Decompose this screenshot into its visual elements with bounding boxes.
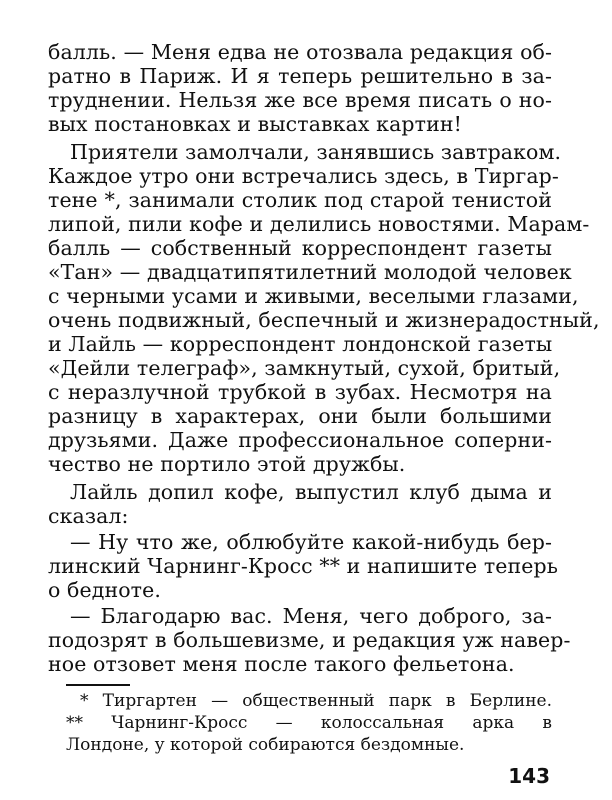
text-line: вых постановках и выставках картин! <box>48 112 462 136</box>
text-line: — Ну что же, облюбуйте какой-нибудь бер- <box>70 530 552 554</box>
text-line: подозрят в большевизме, и редакция уж навер- <box>48 628 571 652</box>
text-line: с неразлучной трубкой в зубах. Несмотря на <box>48 380 552 404</box>
footnote-divider <box>66 684 130 686</box>
text-line: линский Чарнинг-Кросс ** и напишите теперь <box>48 554 559 578</box>
text-line: ратно в Париж. И я теперь решительно в за- <box>48 64 552 88</box>
text-line: Каждое утро они встречались здесь, в Тиргар- <box>48 164 559 188</box>
text-line: труднении. Нельзя же все время писать о но- <box>48 88 552 112</box>
text-line: друзьями. Даже профессиональное соперни- <box>48 428 552 452</box>
text-line: балль. — Меня едва не отозвала редакция об- <box>48 40 552 64</box>
footnote: Лондоне, у которой собираются бездомные. <box>66 735 465 755</box>
page-number: 143 <box>508 764 550 788</box>
text-line: липой, пили кофе и делились новостями. Марам- <box>48 212 590 236</box>
text-line: и Лайль — корреспондент лондонской газеты <box>48 332 553 356</box>
text-line: — Благодарю вас. Меня, чего доброго, за- <box>70 604 552 628</box>
text-line: «Дейли телеграф», замкнутый, сухой, бритый, <box>48 356 561 380</box>
text-line: тене *, занимали столик под старой тенистой <box>48 188 552 212</box>
text-line: разницу в характерах, они были большими <box>48 404 552 428</box>
text-line: Лайль допил кофе, выпустил клуб дыма и <box>70 480 552 504</box>
footnote: ** Чарнинг-Кросс — колоссальная арка в <box>66 713 552 733</box>
text-line: балль — собственный корреспондент газеты <box>48 236 552 260</box>
text-line: с черными усами и живыми, веселыми глазами, <box>48 284 579 308</box>
text-line: очень подвижный, беспечный и жизнерадостный, <box>48 308 600 332</box>
text-line: о бедноте. <box>48 578 161 602</box>
text-line: ное отзовет меня после такого фельетона. <box>48 652 515 676</box>
text-line: сказал: <box>48 504 129 528</box>
text-line: Приятели замолчали, занявшись завтраком. <box>70 140 562 164</box>
text-line: «Тан» — двадцатипятилетний молодой человек <box>48 260 572 284</box>
text-line: чество не портило этой дружбы. <box>48 452 406 476</box>
footnote: * Тиргартен — общественный парк в Берлине. <box>80 691 552 711</box>
